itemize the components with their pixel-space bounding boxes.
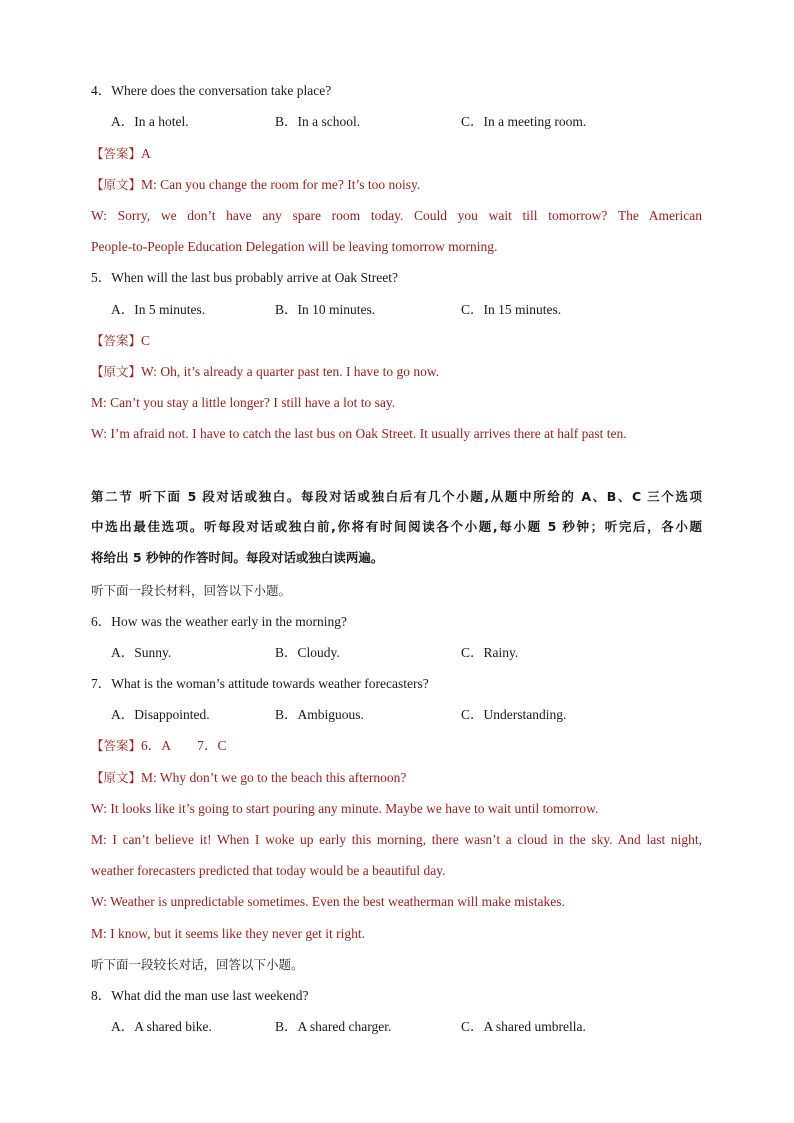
transcript-line: M: Can’t you stay a little longer? I still have a lot to say.	[91, 395, 396, 410]
section-heading: 第二节 听下面 5 段对话或独白。每段对话或独白后有几个小题,从题中所给的 A、B、C 三个选项	[91, 489, 702, 504]
option-c: C．Rainy.	[461, 645, 519, 660]
option-b: B．A shared charger.	[275, 1019, 392, 1034]
transcript-5	[91, 362, 439, 382]
transcript-line: W: Weather is unpredictable sometimes. Even the best weatherman will make mistakes.	[91, 894, 565, 909]
option-a: A．A shared bike.	[111, 1019, 212, 1034]
transcript-tag: 【原文】	[91, 364, 142, 379]
answer-tag: 【答案】	[91, 146, 142, 161]
section-heading: 将给出 5 秒钟的作答时间。每段对话或独白读两遍。	[91, 550, 384, 565]
answer-6-7	[91, 736, 227, 756]
question-5: 5．When will the last bus probably arrive at Oak Street?	[91, 270, 399, 285]
transcript-line: People-to-People Education Delegation will be leaving tomorrow morning.	[91, 239, 498, 254]
option-a: A．Disappointed.	[111, 707, 210, 722]
answer-tag: 【答案】	[91, 333, 142, 348]
transcript-tag: 【原文】	[91, 770, 142, 785]
option-b: B．In a school.	[275, 114, 361, 129]
question-6: 6．How was the weather early in the morning?	[91, 614, 348, 629]
answer-4	[91, 144, 151, 164]
option-b: B．Cloudy.	[275, 645, 340, 660]
option-a: A．In a hotel.	[111, 114, 189, 129]
transcript-line: M: Can you change the room for me? It’s too noisy.	[141, 177, 421, 192]
option-c: C．In 15 minutes.	[461, 302, 562, 317]
section-heading: 中选出最佳选项。听每段对话或独白前,你将有时间阅读各个小题,每小题 5 秒钟；听完后，各小题	[91, 519, 702, 534]
transcript-line: M: Why don’t we go to the beach this afternoon?	[141, 770, 407, 785]
option-b: B．In 10 minutes.	[275, 302, 376, 317]
transcript-6-7	[91, 768, 406, 788]
question-4: 4．Where does the conversation take place?	[91, 83, 332, 98]
transcript-tag: 【原文】	[91, 177, 142, 192]
transcript-line: M: I know, but it seems like they never get it right.	[91, 926, 365, 941]
answer-tag: 【答案】	[91, 738, 142, 753]
option-a: A．Sunny.	[111, 645, 172, 660]
transcript-line: W: Oh, it’s already a quarter past ten. I have to go now.	[141, 364, 440, 379]
listening-intro: 听下面一段长材料，回答以下小题。	[91, 583, 292, 598]
transcript-line: M: I can’t believe it! When I woke up early this morning, there wasn’t a cloud in the sky. And last night,	[91, 832, 702, 847]
answer-value: C	[141, 333, 151, 348]
question-7: 7．What is the woman’s attitude towards weather forecasters?	[91, 676, 429, 691]
option-c: C．A shared umbrella.	[461, 1019, 586, 1034]
option-c: C．Understanding.	[461, 707, 567, 722]
listening-intro: 听下面一段较长对话，回答以下小题。	[91, 957, 304, 972]
option-c: C．In a meeting room.	[461, 114, 587, 129]
transcript-line: W: It looks like it’s going to start pouring any minute. Maybe we have to wait until tomorrow.	[91, 801, 599, 816]
transcript-4	[91, 175, 420, 195]
answer-5	[91, 331, 150, 351]
question-8: 8．What did the man use last weekend?	[91, 988, 309, 1003]
transcript-line: W: I’m afraid not. I have to catch the last bus on Oak Street. It usually arrives there at half past ten.	[91, 426, 627, 441]
option-a: A．In 5 minutes.	[111, 302, 206, 317]
answer-value: 6．A 7．C	[141, 738, 227, 753]
answer-value: A	[141, 146, 151, 161]
transcript-line: W: Sorry, we don’t have any spare room today. Could you wait till tomorrow? The American	[91, 208, 702, 223]
option-b: B．Ambiguous.	[275, 707, 364, 722]
transcript-line: weather forecasters predicted that today would be a beautiful day.	[91, 863, 446, 878]
